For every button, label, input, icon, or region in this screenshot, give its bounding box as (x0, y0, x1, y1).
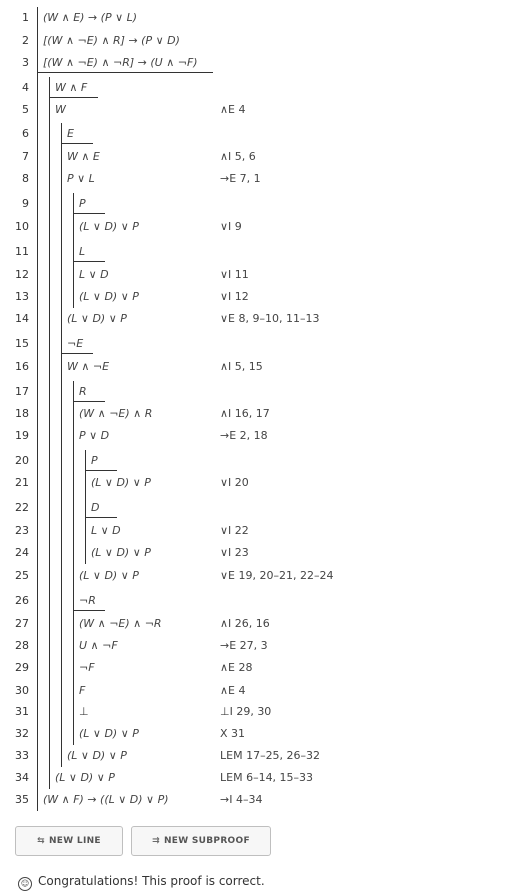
scope-bar (61, 403, 62, 425)
formula[interactable]: D (91, 501, 100, 514)
scope-bar (49, 333, 50, 356)
proof-line[interactable] (0, 381, 505, 403)
scope-bar (61, 723, 62, 745)
proof-line[interactable] (0, 680, 505, 702)
scope-bar (61, 264, 62, 286)
scope-bar (61, 542, 62, 565)
formula[interactable]: [(W ∧ ¬E) ∧ ¬R] → (U ∧ ¬F) (43, 56, 198, 69)
justification[interactable]: →E 27, 3 (220, 639, 268, 652)
formula[interactable]: P (91, 454, 98, 467)
fitch-bar (85, 470, 117, 471)
scope-bar (37, 241, 38, 264)
scope-bar (73, 520, 74, 542)
line-number: 34 (15, 771, 29, 784)
proof-line[interactable] (0, 520, 505, 542)
formula[interactable]: (L ∨ D) ∨ P (79, 569, 139, 582)
scope-bar (61, 286, 62, 308)
formula[interactable]: (L ∨ D) ∨ P (79, 290, 139, 303)
justification[interactable]: →I 4–34 (220, 793, 263, 806)
new-line-icon: ⇆ (37, 836, 45, 846)
new-subproof-button[interactable] (131, 826, 271, 856)
proof-line[interactable] (0, 701, 505, 723)
formula[interactable]: (L ∨ D) ∨ P (79, 727, 139, 740)
formula[interactable]: P ∨ L (67, 172, 95, 185)
scope-bar (49, 146, 50, 168)
line-number: 2 (22, 34, 29, 47)
scope-bar (61, 308, 62, 333)
proof-line[interactable] (0, 123, 505, 145)
formula[interactable]: (L ∨ D) ∨ P (91, 476, 151, 489)
proof-line[interactable] (0, 635, 505, 657)
justification[interactable]: ∨I 9 (220, 220, 242, 233)
proof-line[interactable] (0, 745, 505, 767)
formula[interactable]: L (79, 245, 86, 258)
scope-bar (61, 241, 62, 264)
scope-bar (37, 767, 38, 789)
line-number: 23 (15, 524, 29, 537)
scope-bar (49, 635, 50, 657)
scope-bar (49, 745, 50, 767)
justification[interactable]: ∧I 5, 15 (220, 360, 263, 373)
scope-bar (73, 680, 74, 701)
formula[interactable]: W (55, 103, 66, 116)
scope-bar (37, 425, 38, 450)
line-number: 6 (22, 127, 29, 140)
line-number: 12 (15, 268, 29, 281)
scope-bar (61, 497, 62, 520)
scope-bar (49, 613, 50, 635)
scope-bar (37, 403, 38, 425)
proof-line[interactable] (0, 565, 505, 587)
scope-bar (49, 520, 50, 542)
scope-bar (49, 193, 50, 216)
proof-line[interactable] (0, 241, 505, 263)
scope-bar (73, 381, 74, 403)
proof-line[interactable] (0, 425, 505, 447)
proof-line[interactable] (0, 30, 505, 52)
formula[interactable]: ⊥ (79, 705, 89, 718)
proof-line[interactable] (0, 168, 505, 190)
scope-bar (37, 497, 38, 520)
proof-line[interactable] (0, 264, 505, 286)
scope-bar (49, 123, 50, 146)
proof-line[interactable] (0, 767, 505, 789)
proof-line[interactable] (0, 77, 505, 99)
formula[interactable]: P ∨ D (79, 429, 110, 442)
proof-line[interactable] (0, 403, 505, 425)
scope-bar (49, 497, 50, 520)
justification[interactable]: ∧I 5, 6 (220, 150, 256, 163)
line-number: 31 (15, 705, 29, 718)
scope-bar (49, 472, 50, 497)
fitch-bar (73, 610, 105, 611)
formula[interactable]: ¬E (67, 337, 84, 350)
proof-line[interactable] (0, 497, 505, 519)
scope-bar (49, 216, 50, 241)
proof-line[interactable] (0, 216, 505, 238)
line-number: 33 (15, 749, 29, 762)
line-number: 26 (15, 594, 29, 607)
line-number: 18 (15, 407, 29, 420)
scope-bar (49, 450, 50, 472)
justification[interactable]: ⊥I 29, 30 (220, 705, 272, 718)
fitch-bar (85, 517, 117, 518)
scope-bar (61, 450, 62, 472)
line-number: 30 (15, 684, 29, 697)
justification[interactable]: ∨E 19, 20–21, 22–24 (220, 569, 334, 582)
scope-bar (37, 381, 38, 403)
scope-bar (37, 123, 38, 146)
scope-bar (49, 241, 50, 264)
line-number: 3 (22, 56, 29, 69)
formula[interactable]: W ∧ F (55, 81, 88, 94)
justification[interactable]: X 31 (220, 727, 246, 740)
scope-bar (49, 680, 50, 701)
scope-bar (37, 52, 38, 77)
smiley-icon: ☺ (18, 877, 32, 891)
formula[interactable]: (L ∨ D) ∨ P (79, 220, 139, 233)
justification[interactable]: ∧I 16, 17 (220, 407, 270, 420)
scope-bar (49, 542, 50, 565)
scope-bar (37, 7, 38, 30)
scope-bar (61, 590, 62, 613)
proof-line[interactable] (0, 333, 505, 355)
scope-bar (49, 77, 50, 99)
scope-bar (61, 472, 62, 497)
proof-line[interactable] (0, 542, 505, 564)
justification[interactable]: ∧E 4 (220, 103, 246, 116)
scope-bar (49, 657, 50, 680)
scope-bar (61, 168, 62, 193)
line-number: 5 (22, 103, 29, 116)
proof-line[interactable] (0, 789, 505, 811)
line-number: 19 (15, 429, 29, 442)
proof-line[interactable] (0, 356, 505, 378)
formula[interactable]: (L ∨ D) ∨ P (67, 749, 127, 762)
scope-bar (37, 745, 38, 767)
scope-bar (49, 356, 50, 381)
scope-bar (49, 590, 50, 613)
scope-bar (73, 403, 74, 425)
scope-bar (73, 701, 74, 723)
scope-bar (37, 613, 38, 635)
justification[interactable]: LEM 17–25, 26–32 (220, 749, 321, 762)
formula[interactable]: (L ∨ D) ∨ P (91, 546, 151, 559)
new-line-label: NEW LINE (48, 836, 101, 846)
justification[interactable]: ∨I 11 (220, 268, 249, 281)
scope-bar (37, 789, 38, 811)
scope-bar (73, 723, 74, 745)
scope-bar (37, 30, 38, 52)
scope-bar (37, 472, 38, 497)
scope-bar (37, 520, 38, 542)
scope-bar (49, 425, 50, 450)
scope-bar (73, 497, 74, 520)
scope-bar (85, 472, 86, 497)
justification[interactable]: LEM 6–14, 15–33 (220, 771, 314, 784)
fitch-bar (73, 261, 105, 262)
scope-bar (37, 565, 38, 590)
formula[interactable]: W ∧ ¬E (67, 360, 110, 373)
status-text: Congratulations! This proof is correct. (38, 874, 265, 888)
scope-bar (49, 767, 50, 789)
line-number: 7 (22, 150, 29, 163)
proof-line[interactable] (0, 472, 505, 494)
justification[interactable]: ∨I 12 (220, 290, 249, 303)
proof-line[interactable] (0, 286, 505, 308)
scope-bar (73, 542, 74, 565)
scope-bar (73, 264, 74, 286)
line-number: 20 (15, 454, 29, 467)
line-number: 15 (15, 337, 29, 350)
scope-bar (37, 99, 38, 123)
scope-bar (37, 723, 38, 745)
formula[interactable]: F (79, 684, 86, 697)
proof-line[interactable] (0, 657, 505, 679)
scope-bar (49, 381, 50, 403)
scope-bar (37, 701, 38, 723)
proof-line[interactable] (0, 450, 505, 472)
fitch-bar (73, 401, 105, 402)
scope-bar (61, 425, 62, 450)
proof-line[interactable] (0, 52, 505, 74)
scope-bar (61, 680, 62, 701)
justification[interactable]: ∨I 22 (220, 524, 249, 537)
line-number: 21 (15, 476, 29, 489)
proof-line[interactable] (0, 146, 505, 168)
fitch-bar (61, 143, 93, 144)
scope-bar (61, 657, 62, 680)
line-number: 9 (22, 197, 29, 210)
justification[interactable]: ∨I 23 (220, 546, 249, 559)
scope-bar (85, 542, 86, 564)
formula[interactable]: L ∨ D (91, 524, 121, 537)
formula[interactable]: E (67, 127, 74, 140)
new-subproof-icon: ⇉ (152, 836, 160, 846)
scope-bar (61, 193, 62, 216)
scope-bar (37, 450, 38, 472)
scope-bar (37, 308, 38, 333)
formula[interactable]: ¬F (79, 661, 95, 674)
status-message (18, 872, 265, 891)
proof-line[interactable] (0, 7, 505, 29)
scope-bar (49, 565, 50, 590)
line-number: 24 (15, 546, 29, 559)
formula[interactable]: [(W ∧ ¬E) ∧ R] → (P ∨ D) (43, 34, 180, 47)
scope-bar (37, 193, 38, 216)
fitch-bar (37, 72, 213, 73)
line-number: 35 (15, 793, 29, 806)
line-number: 28 (15, 639, 29, 652)
line-number: 22 (15, 501, 29, 514)
justification[interactable]: →E 7, 1 (220, 172, 261, 185)
scope-bar (37, 635, 38, 657)
scope-bar (37, 542, 38, 565)
justification[interactable]: ∨I 20 (220, 476, 249, 489)
scope-bar (37, 680, 38, 701)
fitch-bar (49, 97, 98, 98)
scope-bar (85, 520, 86, 542)
formula[interactable]: (W ∧ ¬E) ∧ ¬R (79, 617, 162, 630)
scope-bar (73, 565, 74, 590)
formula[interactable]: ¬R (79, 594, 96, 607)
formula[interactable]: W ∧ E (67, 150, 100, 163)
scope-bar (61, 745, 62, 767)
scope-bar (73, 450, 74, 472)
new-subproof-label: NEW SUBPROOF (163, 836, 250, 846)
justification[interactable]: ∧E 28 (220, 661, 253, 674)
line-number: 10 (15, 220, 29, 233)
scope-bar (37, 146, 38, 168)
scope-bar (37, 590, 38, 613)
proof-line[interactable] (0, 723, 505, 745)
proof-line[interactable] (0, 613, 505, 635)
formula[interactable]: (W ∧ E) → (P ∨ L) (43, 11, 138, 24)
line-number: 11 (15, 245, 29, 258)
scope-bar (49, 308, 50, 333)
justification[interactable]: ∧I 26, 16 (220, 617, 270, 630)
scope-bar (61, 701, 62, 723)
line-number: 25 (15, 569, 29, 582)
scope-bar (73, 635, 74, 657)
scope-bar (49, 723, 50, 745)
fitch-bar (73, 213, 105, 214)
formula[interactable]: U ∧ ¬F (79, 639, 118, 652)
line-number: 27 (15, 617, 29, 630)
line-number: 1 (22, 11, 29, 24)
line-number: 14 (15, 312, 29, 325)
scope-bar (49, 99, 50, 123)
scope-bar (73, 657, 74, 680)
scope-bar (61, 146, 62, 168)
scope-bar (61, 565, 62, 590)
justification[interactable]: ∨E 8, 9–10, 11–13 (220, 312, 320, 325)
formula[interactable]: (L ∨ D) ∨ P (67, 312, 127, 325)
proof-line[interactable] (0, 590, 505, 612)
scope-bar (37, 356, 38, 381)
scope-bar (73, 286, 74, 308)
line-number: 13 (15, 290, 29, 303)
formula[interactable]: P (79, 197, 86, 210)
scope-bar (61, 613, 62, 635)
scope-bar (37, 657, 38, 680)
scope-bar (61, 520, 62, 542)
line-number: 16 (15, 360, 29, 373)
formula[interactable]: (W ∧ F) → ((L ∨ D) ∨ P) (43, 793, 169, 806)
formula[interactable]: R (79, 385, 87, 398)
scope-bar (61, 216, 62, 241)
line-number: 17 (15, 385, 29, 398)
formula[interactable]: L ∨ D (79, 268, 109, 281)
formula[interactable]: (W ∧ ¬E) ∧ R (79, 407, 153, 420)
new-line-button[interactable] (15, 826, 123, 856)
scope-bar (37, 77, 38, 99)
scope-bar (37, 216, 38, 241)
scope-bar (37, 168, 38, 193)
scope-bar (73, 216, 74, 241)
justification[interactable]: ∧E 4 (220, 684, 246, 697)
scope-bar (61, 381, 62, 403)
scope-bar (85, 450, 86, 472)
proof-line[interactable] (0, 99, 505, 121)
line-number: 29 (15, 661, 29, 674)
scope-bar (73, 425, 74, 450)
scope-bar (37, 333, 38, 356)
proof-line[interactable] (0, 193, 505, 215)
scope-bar (49, 701, 50, 723)
scope-bar (37, 264, 38, 286)
line-number: 4 (22, 81, 29, 94)
justification[interactable]: →E 2, 18 (220, 429, 268, 442)
scope-bar (49, 264, 50, 286)
proof-line[interactable] (0, 308, 505, 330)
fitch-bar (61, 353, 93, 354)
scope-bar (37, 286, 38, 308)
scope-bar (61, 356, 62, 381)
scope-bar (73, 613, 74, 635)
line-number: 8 (22, 172, 29, 185)
scope-bar (73, 472, 74, 497)
scope-bar (49, 286, 50, 308)
formula[interactable]: (L ∨ D) ∨ P (55, 771, 115, 784)
scope-bar (61, 635, 62, 657)
line-number: 32 (15, 727, 29, 740)
scope-bar (49, 403, 50, 425)
scope-bar (49, 168, 50, 193)
